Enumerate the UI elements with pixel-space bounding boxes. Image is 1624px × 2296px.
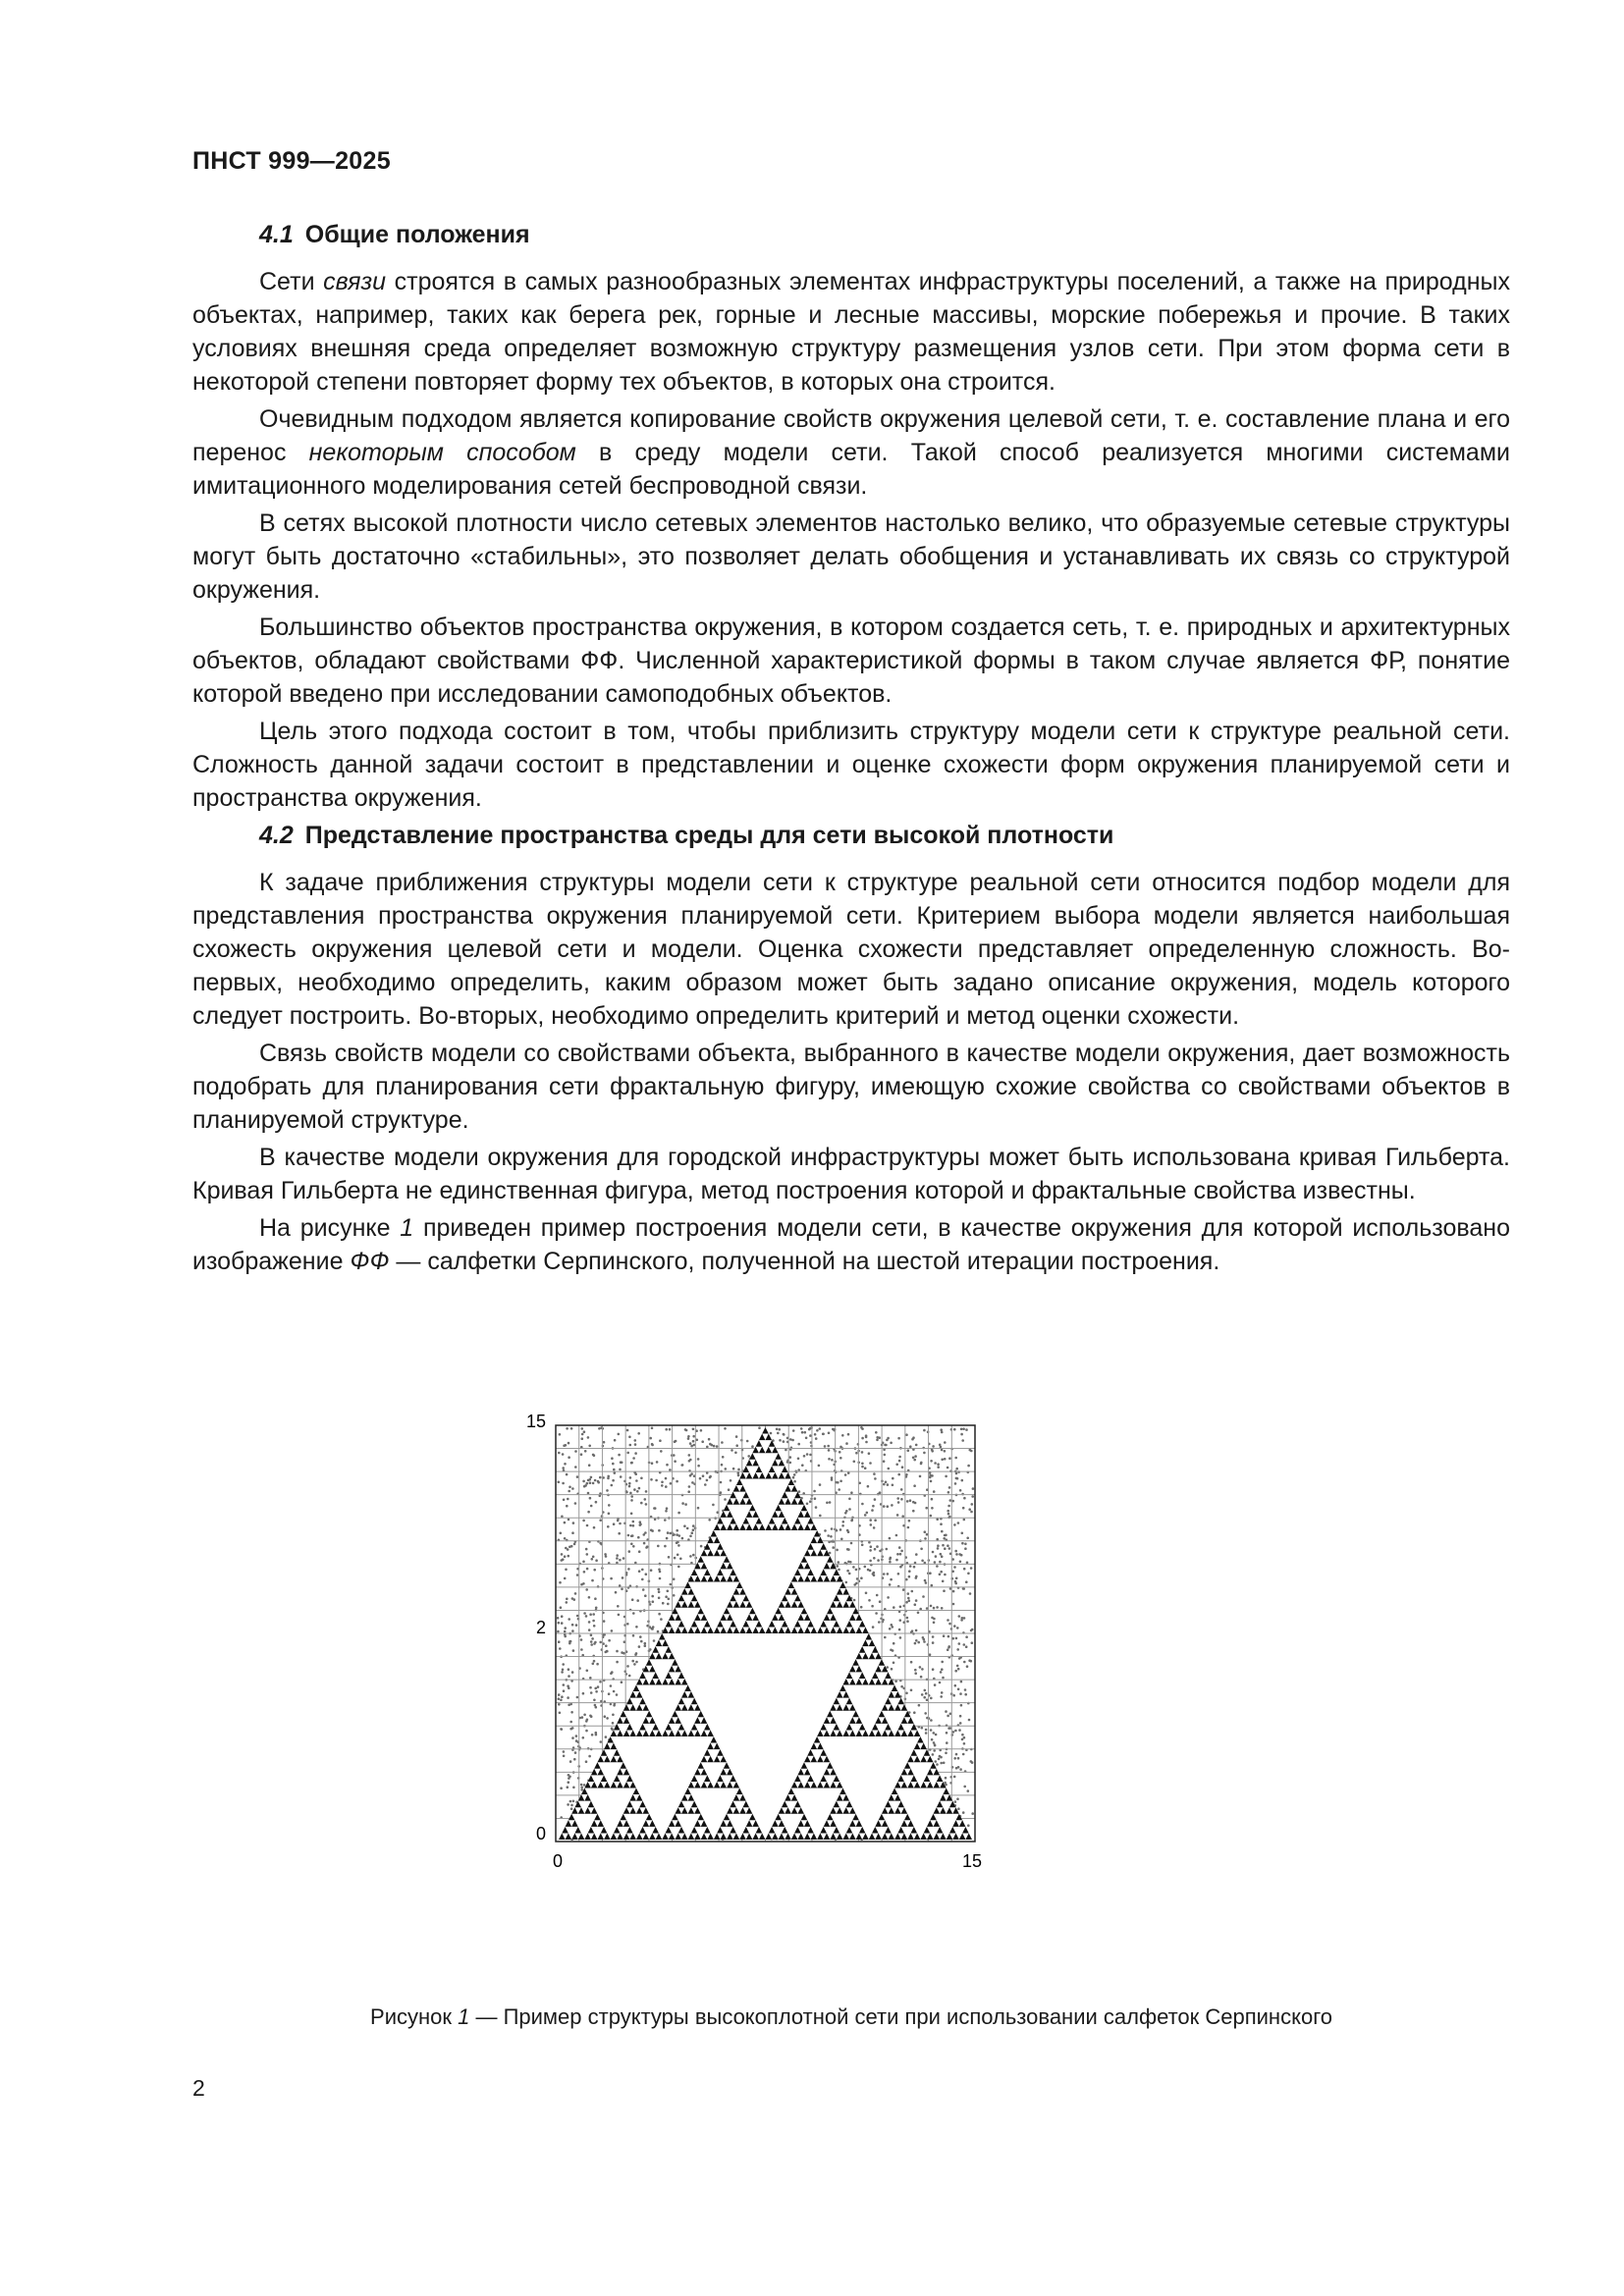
document-body xyxy=(192,218,1510,1282)
text-run: Очевидным подходом является копирование свойств окружения целевой сети, т. е. составление плана и его перенос xyxy=(192,405,1510,466)
y-tick-label-bottom: 0 xyxy=(535,1824,546,1843)
paragraph xyxy=(192,715,1510,815)
text-run: На рисунке xyxy=(259,1214,401,1242)
paragraph xyxy=(192,507,1510,607)
italic-term: связи xyxy=(323,268,387,295)
sierpinski-plot xyxy=(520,1396,1208,1985)
text-run: Сети xyxy=(259,268,324,295)
text-run: В качестве модели окружения для городской инфраструктуры может быть использована кривая Гильберта. Кривая Гильберта не единственная фигура, метод построения которой и фрактальные свойства известны. xyxy=(192,1144,1510,1204)
section-heading-4-2 xyxy=(192,819,1510,852)
paragraph xyxy=(192,402,1510,503)
italic-term: ФФ xyxy=(350,1248,390,1275)
text-run: К задаче приближения структуры модели сети к структуре реальной сети относится подбор модели для представления пространства окружения планируемой сети. Критерием выбора модели является наибольшая схожесть окружения целевой сети и модели. Оценка схожести представляет определенную сложность. Во-первых, необходимо определить, каким образом может быть задано описание окружения, модель которого следует построить. Во-вторых, необходимо определить критерий и метод оценки схожести. xyxy=(192,869,1510,1030)
paragraph xyxy=(192,1141,1510,1207)
text-run: строятся в самых разнообразных элементах инфраструктуры поселений, а также на природных объектах, например, таких как берега рек, горные и лесные массивы, морские побережья и прочие. В таких условиях внешняя среда определяет возможную структуру размещения узлов сети. При этом форма сети в некоторой степени повторяет форму тех объектов, в которых она строится. xyxy=(192,268,1510,396)
section-4-2-text xyxy=(192,866,1510,1278)
paragraph xyxy=(192,866,1510,1033)
paragraph xyxy=(192,1211,1510,1278)
italic-term: некоторым способом xyxy=(308,439,576,466)
caption-text: — Пример структуры высокоплотной сети при использовании салфеток Серпинского xyxy=(469,2004,1332,2029)
text-run: Цель этого подхода состоит в том, чтобы приблизить структуру модели сети к структуре реальной сети. Сложность данной задачи состоит в представлении и оценке схожести форм окружения планируемой сети и пространства окружения. xyxy=(192,718,1510,812)
text-run: Большинство объектов пространства окружения, в котором создается сеть, т. е. природных и архитектурных объектов, обладают свойствами ФФ. Численной характеристикой формы в таком случае является ФР, понятие которой введено при исследовании самоподобных объектов. xyxy=(192,614,1510,708)
section-number: 4.2 xyxy=(259,822,294,849)
x-tick-label-left: 0 xyxy=(552,1851,564,1871)
text-run: В сетях высокой плотности число сетевых элементов настолько велико, что образуемые сетевые структуры могут быть достаточно «стабильны», это позволяет делать обобщения и устанавливать их связь со структурой окружения. xyxy=(192,509,1510,604)
x-tick-label-right: 15 xyxy=(961,1851,983,1871)
section-title: Общие положения xyxy=(304,221,530,248)
section-title: Представление пространства среды для сети высокой плотности xyxy=(304,822,1114,849)
y-tick-label-mid: 2 xyxy=(535,1618,546,1637)
page-number: 2 xyxy=(192,2075,205,2101)
text-run: приведен пример построения модели сети, в качестве окружения для которой использовано изображение xyxy=(192,1214,1510,1275)
figure-sierpinski-network xyxy=(520,1396,1208,1985)
section-4-1-text xyxy=(192,265,1510,815)
paragraph xyxy=(192,1037,1510,1137)
caption-prefix: Рисунок xyxy=(370,2004,459,2029)
section-heading-4-1 xyxy=(192,218,1510,251)
text-run: в среду модели сети. Такой способ реализуется многими системами имитационного моделирования сетей беспроводной связи. xyxy=(192,439,1510,500)
text-run: — салфетки Серпинского, полученной на шестой итерации построения. xyxy=(389,1248,1220,1275)
y-tick-label-top: 15 xyxy=(525,1412,546,1431)
figure-caption xyxy=(192,2004,1510,2030)
document-designation: ПНСТ 999—2025 xyxy=(192,147,391,175)
paragraph xyxy=(192,611,1510,711)
paragraph xyxy=(192,265,1510,399)
text-run: Связь свойств модели со свойствами объекта, выбранного в качестве модели окружения, дает возможность подобрать для планирования сети фрактальную фигуру, имеющую схожие свойства со свойствами объектов в планируемой структуре. xyxy=(192,1040,1510,1134)
italic-term: 1 xyxy=(400,1214,414,1242)
section-number: 4.1 xyxy=(259,221,294,248)
caption-number: 1 xyxy=(458,2004,470,2029)
